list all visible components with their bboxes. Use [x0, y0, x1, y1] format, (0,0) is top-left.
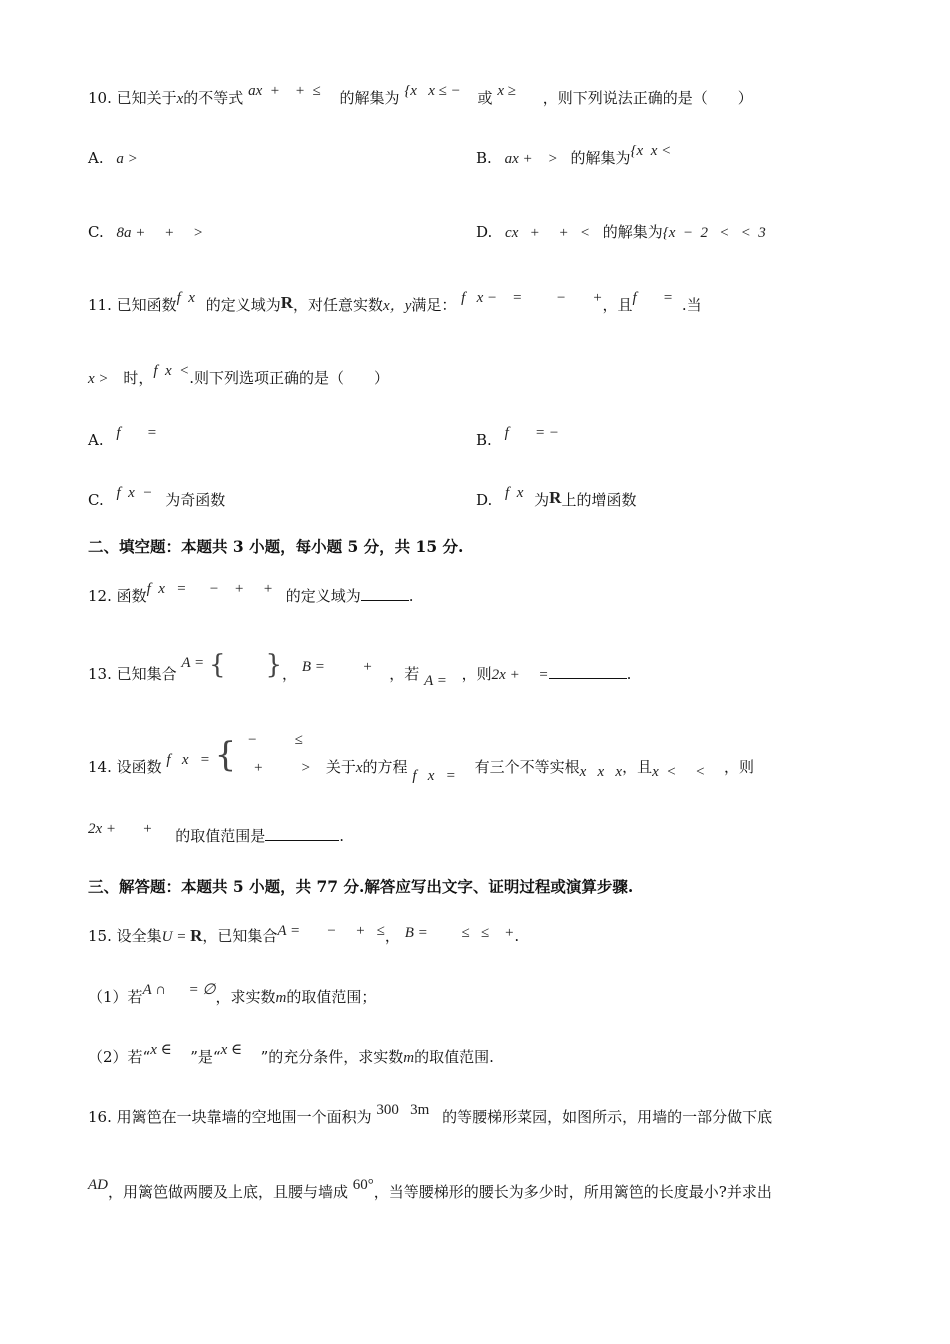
q11-and: ，且 — [602, 296, 633, 314]
q10-opt-b-set: {x x < — [630, 143, 672, 159]
q11-f-eq: f = — [632, 290, 674, 306]
q11-opt-b-math: f = − — [504, 425, 559, 441]
q14-case2: + > — [253, 760, 311, 776]
q13-brace-left-icon: { — [208, 650, 226, 680]
q16-area-math: 300 3m — [376, 1102, 430, 1118]
q15-p2-end: 的取值范围. — [414, 1048, 494, 1066]
q10-opt-d-math: cx + + < — [505, 225, 590, 241]
q14-and: ，且 — [622, 758, 653, 776]
q10-set1-math: {x x ≤ − — [404, 83, 461, 99]
q10-or: 或 — [477, 89, 493, 107]
q16-ad: AD — [88, 1177, 108, 1193]
q16-line1-pre: 16. 用篱笆在一块靠墙的空地围一个面积为 — [88, 1108, 372, 1126]
q15-p2-m: m — [403, 1050, 415, 1066]
q11-stem-end: .则下列选项正确的是（ ） — [189, 369, 390, 387]
q10-sol-label: 的解集为 — [339, 89, 400, 107]
q11-opt-d-label: D. — [476, 491, 493, 509]
q11-opt-d-R: R — [549, 488, 562, 507]
q13-math-b: B = + — [301, 659, 373, 675]
q15-part1 — [88, 982, 377, 1008]
section-3-heading: 三、解答题：本题共 5 小题，共 77 分.解答应写出文字、证明过程或演算步骤. — [88, 877, 634, 896]
q13-then: ，则 — [461, 665, 492, 683]
q14-var-x: x — [355, 760, 363, 776]
q11-opt-b-label: B. — [476, 431, 492, 449]
q11-eq-math: f x − = − + — [461, 290, 603, 306]
q12-end: . — [408, 587, 414, 605]
q16-line1-post: 的等腰梯形菜园，如图所示，用墙的一部分做下底 — [442, 1108, 773, 1126]
q14-piecewise-cases — [241, 732, 321, 776]
q10-opt-d-label: D. — [476, 223, 493, 241]
q10-opt-b-label: B. — [476, 149, 492, 167]
q14-piecewise-brace-icon: { — [214, 735, 237, 775]
q10-opt-b-math: ax + > — [504, 151, 558, 167]
q15-R: R — [190, 926, 203, 945]
q13-math-a: A = — [181, 655, 205, 671]
q10-opt-d-set: {x − 2 < < 3 — [662, 225, 766, 241]
q10-opt-c-math: 8a + + > — [116, 225, 204, 241]
q11-f-x: f x — [176, 290, 195, 306]
q16-angle: 60° — [352, 1177, 374, 1193]
q14-line1 — [88, 732, 755, 784]
q14-math-f: f x = — [166, 752, 210, 768]
q11-stem-line2 — [88, 363, 390, 389]
q11-opt-c-text: 为奇函数 — [165, 491, 226, 509]
q10-opt-a-label: A. — [88, 149, 104, 167]
q15-p2-text: ”的充分条件，求实数 — [260, 1048, 404, 1066]
q15-B-math: B = ≤ ≤ + — [404, 925, 515, 941]
q11-option-a — [88, 425, 157, 451]
q15-p2-math1: x ∈ — [150, 1042, 172, 1058]
q14-answer-blank[interactable] — [265, 826, 339, 841]
q13-math-expr: 2x + = — [491, 667, 549, 683]
q12-post: 的定义域为 — [285, 587, 361, 605]
q10-option-a — [88, 148, 138, 169]
q13-if: ，若 — [389, 665, 420, 683]
q11-satisfy: 满足： — [411, 296, 457, 314]
q10-stem — [88, 83, 753, 109]
q13-pre: 13. 已知集合 — [88, 665, 177, 683]
q10-ineq-label: 的不等式 — [183, 89, 244, 107]
q15-p2-math2: x ∈ — [220, 1042, 243, 1058]
q15-p1-m: m — [275, 990, 287, 1006]
q14-about: 关于 — [325, 758, 356, 776]
q13-math-cond: A = — [424, 673, 447, 689]
q11-cond-f: f x < — [153, 363, 190, 379]
q16-line2-a: ，用篱笆做两腰及上底，且腰与墙成 — [108, 1183, 349, 1201]
q15-stem — [88, 923, 520, 947]
q12-line — [88, 581, 414, 607]
q15-known: ，已知集合 — [202, 927, 278, 945]
q12-answer-blank[interactable] — [361, 586, 409, 601]
q14-end: . — [339, 827, 344, 845]
q11-option-d — [476, 485, 637, 511]
q15-p1-end: 的取值范围； — [286, 988, 377, 1006]
q11-xy: x，y — [383, 298, 412, 314]
q11-R: R — [280, 293, 294, 312]
q11-option-b — [476, 425, 559, 451]
q13-answer-blank[interactable] — [549, 664, 627, 679]
q10-set2-math: x ≥ — [497, 83, 516, 99]
q11-cond-math: x > — [88, 371, 109, 387]
q14-eq-text: 的方程 — [362, 758, 408, 776]
q10-stem-pre: 10. 已知关于 — [88, 89, 177, 107]
q13-end: . — [626, 665, 632, 683]
q12-math: f x = − + + — [146, 581, 273, 597]
q14-line2 — [88, 821, 344, 847]
q11-option-c — [88, 485, 226, 511]
q14-range-text: 的取值范围是 — [175, 827, 266, 845]
q15-U-math: U = — [161, 929, 191, 945]
q13-brace-right-icon: } — [265, 650, 283, 680]
q16-line2-b: ，当等腰梯形的腰长为多少时，所用篱笆的长度最小?并求出 — [373, 1183, 772, 1201]
q11-domain-label: 的定义域为 — [205, 296, 281, 314]
q13-line — [88, 650, 632, 689]
q15-part2 — [88, 1042, 494, 1068]
q13-comma: ， — [282, 665, 298, 683]
q15-pre: 15. 设全集 — [88, 927, 162, 945]
q11-opt-d-text1: 为 — [534, 491, 550, 509]
q10-opt-c-label: C. — [88, 223, 104, 241]
section-2-heading: 二、填空题：本题共 3 小题，每小题 5 分，共 15 分. — [88, 537, 464, 556]
q10-ineq-math: ax + + ≤ — [248, 83, 321, 99]
q10-option-d — [476, 222, 766, 243]
q16-line2 — [88, 1177, 772, 1203]
q11-opt-d-math: f x — [505, 485, 524, 501]
q14-expr-math: 2x + + — [88, 821, 153, 837]
q15-comma: ， — [384, 927, 400, 945]
q15-p2-mid: ”是“ — [190, 1048, 221, 1066]
q15-A-math: A = − + ≤ — [277, 923, 385, 939]
q14-case1: − ≤ — [247, 732, 303, 748]
q15-p1-text: ，求实数 — [215, 988, 276, 1006]
q14-then: ，则 — [724, 758, 755, 776]
q16-line1 — [88, 1102, 773, 1128]
q15-end: . — [514, 927, 520, 945]
q10-var-x: x — [176, 91, 184, 107]
q11-opt-a-label: A. — [88, 431, 104, 449]
q14-eq-math: f x = — [412, 768, 456, 784]
q14-order-math: x < < — [652, 764, 706, 780]
q10-opt-a-math: a > — [116, 151, 138, 167]
q11-time: 时， — [123, 369, 154, 387]
q11-opt-d-text2: 上的增函数 — [561, 491, 637, 509]
q11-opt-a-math: f = — [116, 425, 157, 441]
q11-when: .当 — [681, 296, 702, 314]
q10-option-b — [476, 143, 672, 169]
q14-roots-math: x x x — [579, 764, 623, 780]
q11-stem-line1 — [88, 290, 702, 316]
q10-option-c — [88, 222, 203, 243]
q15-p2-pre: （2）若“ — [88, 1048, 151, 1066]
q11-stem-pre: 11. 已知函数 — [88, 296, 177, 314]
q15-p1-pre: （1）若 — [88, 988, 143, 1006]
q10-opt-b-text: 的解集为 — [570, 149, 631, 167]
q15-p1-math: A ∩ = ∅ — [142, 982, 216, 998]
q10-opt-d-text: 的解集为 — [602, 223, 663, 241]
q14-pre: 14. 设函数 — [88, 758, 162, 776]
q11-opt-c-label: C. — [88, 491, 104, 509]
q14-roots-text: 有三个不等实根 — [474, 758, 580, 776]
q11-opt-c-math: f x − — [116, 485, 153, 501]
q11-any-label: ，对任意实数 — [293, 296, 384, 314]
q12-pre: 12. 函数 — [88, 587, 147, 605]
q10-stem-end: ，则下列说法正确的是（ ） — [542, 89, 753, 107]
